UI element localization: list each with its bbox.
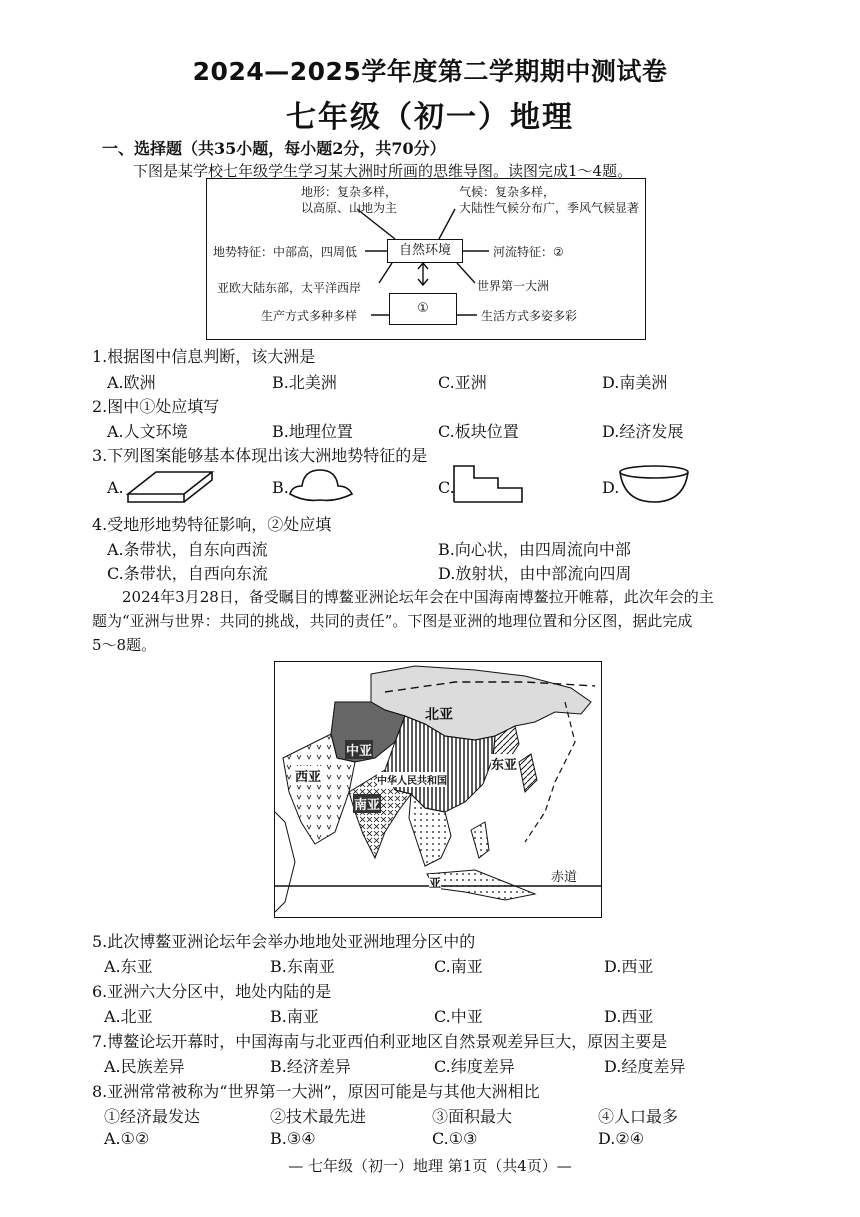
q6-option-b: B.南亚 [270,1007,319,1026]
production-label: 生产方式多种多样 [261,309,358,323]
q1-option-d: D.南美洲 [602,373,668,392]
map-label-north-asia: 北亚 [425,707,453,723]
largest-label: 世界第一大洲 [477,279,550,293]
q5-option-b: B.东南亚 [270,957,335,976]
q8-choice-1: ①经济最发达 [104,1107,201,1126]
map-label-southeast-asia: 亚 [429,876,442,890]
mind-map [206,178,646,340]
q5-option-c: C.南亚 [434,957,483,976]
terrain-label-2: 以高原、山地为主 [301,201,398,215]
q8-choice-3: ③面积最大 [432,1107,513,1126]
asia-region-map [274,661,602,918]
relief-label: 地势特征：中部高，四周低 [213,245,358,259]
q4-option-a: A.条带状，自东向西流 [107,540,268,559]
rivers-label: 河流特征：② [493,245,564,259]
q8-option-c: C.①③ [432,1129,478,1148]
climate-label: 气候：复杂多样， [459,185,556,199]
map-label-west-asia: 西亚 [295,766,321,785]
intro-text-1: 下图是某学校七年级学生学习某大洲时所画的思维导图。读图完成1～4题。 [133,162,633,180]
q7-option-d: D.经度差异 [604,1057,686,1076]
question-8: 8.亚洲常常被称为“世界第一大洲”，原因可能是与其他大洲相比 [92,1082,540,1101]
life-label: 生活方式多姿多彩 [481,309,578,323]
q8-option-a: A.①② [104,1129,150,1148]
page-footer: — 七年级（初一）地理 第1页（共4页）— [288,1157,572,1175]
hat-shape-icon [286,464,356,504]
bowl-shape-icon [616,462,692,508]
map-label-east-asia: 东亚 [491,754,517,773]
terrain-label: 地形：复杂多样， [301,185,398,199]
q2-option-d: D.经济发展 [602,422,684,441]
q4-option-b: B.向心状，由四周流向中部 [438,540,631,559]
q7-option-c: C.纬度差异 [434,1057,515,1076]
exam-title: 2024—2025学年度第二学期期中测试卷 [192,57,668,86]
center-box: 自然环境 [387,239,463,263]
question-5: 5.此次博鳌亚洲论坛年会举办地地处亚洲地理分区中的 [92,932,476,951]
map-label-south-asia: 南亚 [353,794,381,813]
map-label-central-asia: 中亚 [345,740,373,759]
q7-option-b: B.经济差异 [270,1057,351,1076]
q1-option-a: A.欧洲 [107,373,156,392]
location-label: 亚欧大陆东部，太平洋西岸 [217,281,362,295]
q8-choice-4: ④人口最多 [598,1107,679,1126]
question-2: 2.图中①处应填写 [92,397,220,416]
intro-text-2-line-2: 题为“亚洲与世界：共同的挑战，共同的责任”。下图是亚洲的地理位置和分区图，据此完成 [92,612,693,630]
q2-option-a: A.人文环境 [107,422,188,441]
q6-option-d: D.西亚 [604,1007,654,1026]
q3-option-a: A. [107,478,124,497]
q5-option-d: D.西亚 [604,957,654,976]
q2-option-b: B.地理位置 [272,422,353,441]
question-7: 7.博鳌论坛开幕时，中国海南与北亚西伯利亚地区自然景观差异巨大，原因主要是 [92,1032,668,1051]
section-heading: 一、选择题（共35小题，每小题2分，共70分） [102,139,446,158]
q3-option-c: C. [438,478,455,497]
q8-choice-2: ②技术最先进 [270,1107,367,1126]
question-1: 1.根据图中信息判断，该大洲是 [92,347,316,366]
q3-option-b: B. [272,478,289,497]
q3-option-d: D. [602,478,620,497]
q6-option-c: C.中亚 [434,1007,483,1026]
q1-option-c: C.亚洲 [438,373,487,392]
q4-option-c: C.条带状，自西向东流 [107,564,268,583]
climate-label-2: 大陆性气候分布广，季风气候显著 [459,201,640,215]
q8-option-d: D.②④ [598,1129,645,1148]
exam-subject: 七年级（初一）地理 [286,100,574,135]
flat-slab-shape-icon [124,464,216,508]
q2-option-c: C.板块位置 [438,422,519,441]
blank-box-1: ① [389,293,457,325]
intro-text-2-line-3: 5～8题。 [92,636,157,654]
question-3: 3.下列图案能够基本体现出该大洲地势特征的是 [92,446,428,465]
question-4: 4.受地形地势特征影响，②处应填 [92,515,332,534]
q7-option-a: A.民族差异 [104,1057,185,1076]
map-label-equator: 赤道 [551,870,578,885]
q1-option-b: B.北美洲 [272,373,337,392]
map-label-china: 中华人民共和国 [377,772,447,787]
question-6: 6.亚洲六大分区中，地处内陆的是 [92,982,332,1001]
intro-text-2-line-1: 2024年3月28日，备受瞩目的博鳌亚洲论坛年会在中国海南博鳌拉开帷幕，此次年会的主 [122,588,714,606]
q6-option-a: A.北亚 [104,1007,153,1026]
stepped-shape-icon [450,462,530,506]
q5-option-a: A.东亚 [104,957,153,976]
q8-option-b: B.③④ [270,1129,316,1148]
q4-option-d: D.放射状，由中部流向四周 [438,564,632,583]
